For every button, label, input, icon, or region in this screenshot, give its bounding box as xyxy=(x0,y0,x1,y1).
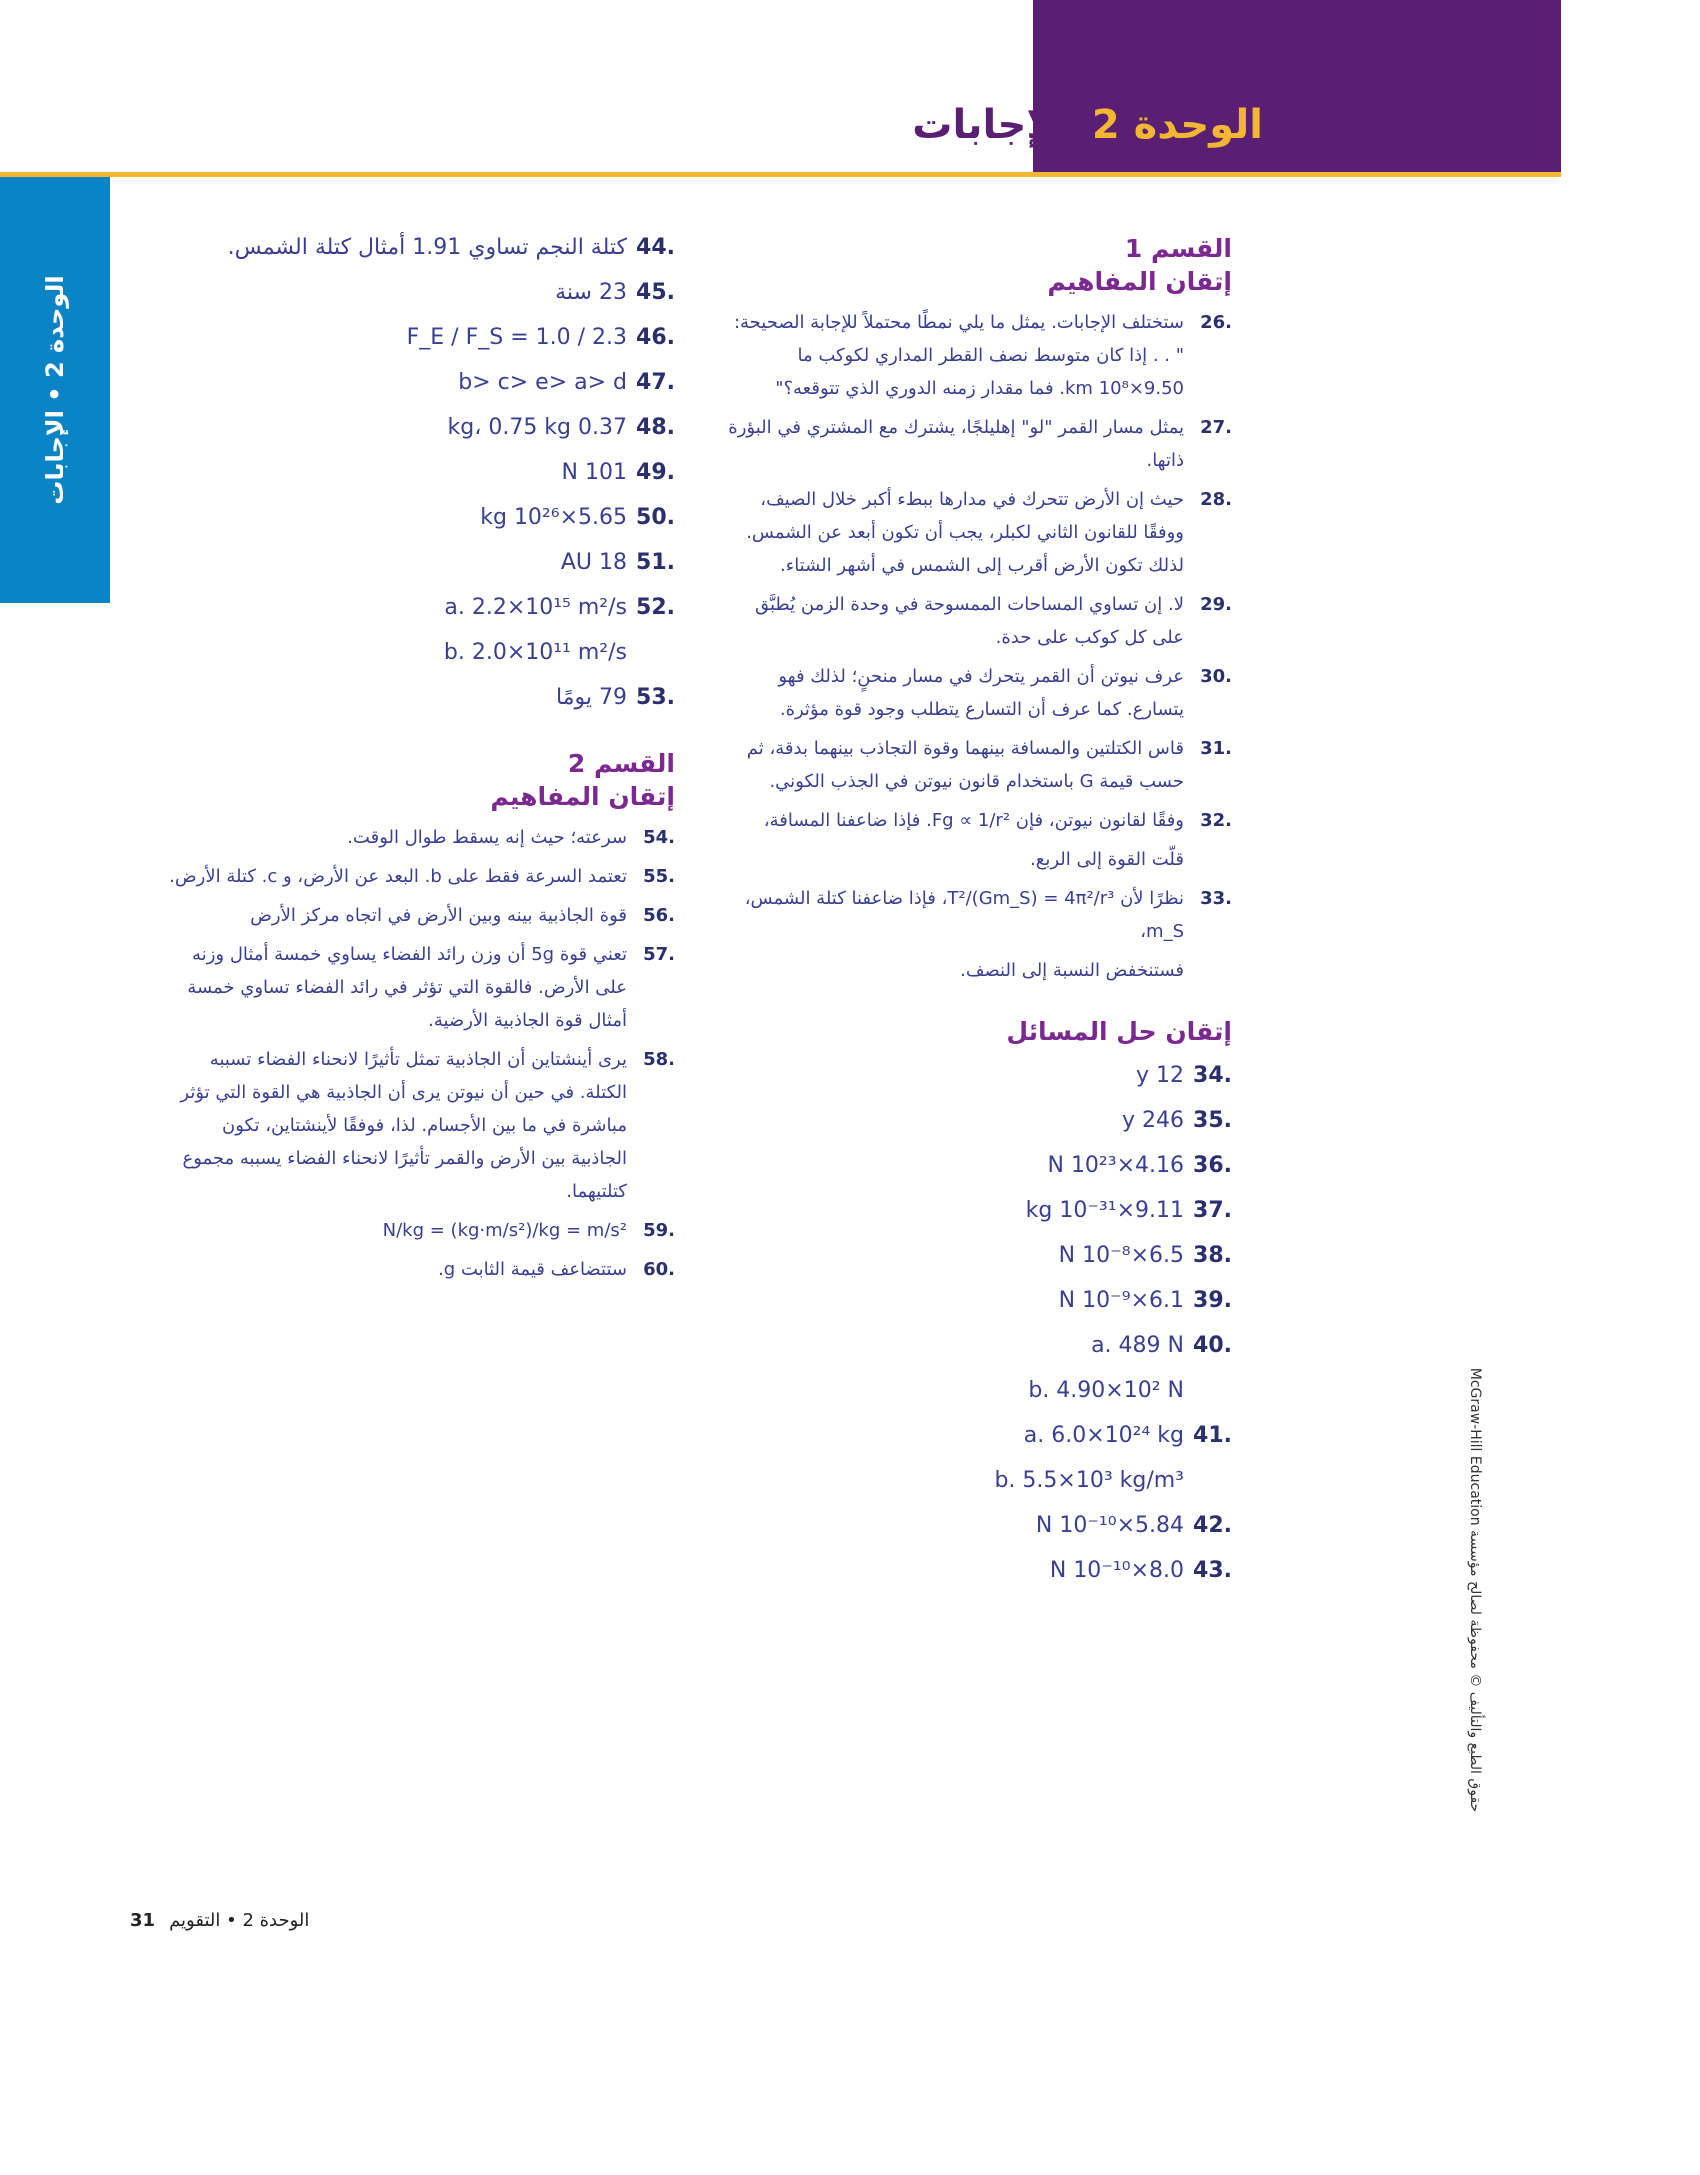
concepts-heading-1: إتقان المفاهيم xyxy=(1047,267,1232,296)
list-item: .32 وفقًا لقانون نيوتن، فإن Fg ∝ 1/r². فإذا ضاعفنا المسافة، xyxy=(763,810,1232,831)
list-item: .46 F_E / F_S = 1.0 / 2.3 xyxy=(406,325,675,350)
page-footer xyxy=(130,1910,309,1931)
list-item: .55 تعتمد السرعة فقط على b. البعد عن الأرض، و c. كتلة الأرض. xyxy=(169,866,675,887)
list-item: .44 كتلة النجم تساوي 1.91 أمثال كتلة الشمس. xyxy=(227,235,675,260)
list-item: .51 18 AU xyxy=(560,550,675,575)
list-item: b. 2.0×10¹¹ m²/s xyxy=(443,640,627,665)
list-item: .38 6.5×10⁻⁸ N xyxy=(1058,1243,1232,1268)
list-item: .28 حيث إن الأرض تتحرك في مدارها ببطء أكبر خلال الصيف، ووفقًا للقانون الثاني لكبلر، يجب أن تكون أبعد عن الشمس. لذلك تكون الأرض أقرب إلى الشمس في أشهر الشتاء. xyxy=(746,489,1232,576)
list-item: .29 لا. إن تساوي المساحات الممسوحة في وحدة الزمن يُطبَّق على كل كوكب على حدة. xyxy=(754,594,1232,648)
right-column xyxy=(720,228,1232,1596)
list-item: فستنخفض النسبة إلى النصف. xyxy=(960,960,1184,981)
copyright-notice: حقوق الطبع والتأليف © محفوظة لصالح مؤسسة McGraw-Hill Education xyxy=(1467,1367,1483,1813)
list-item: .47 b> c> e> a> d xyxy=(458,370,675,395)
problems-heading: إتقان حل المسائل xyxy=(1006,1017,1232,1046)
header-rule xyxy=(0,172,1561,177)
list-item: .31 قاس الكتلتين والمسافة بينهما وقوة التجاذب بينهما بدقة، ثم حسب قيمة G باستخدام قانون نيوتن في الجذب الكوني. xyxy=(746,738,1232,792)
list-item: .41 a. 6.0×10²⁴ kg xyxy=(1023,1423,1232,1448)
list-item: .43 8.0×10⁻¹⁰ N xyxy=(1049,1558,1232,1583)
list-item: .56 قوة الجاذبية بينه وبين الأرض في اتجاه مركز الأرض xyxy=(250,905,675,926)
list-item: .33 نظرًا لأن T²/(Gm_S) = 4π²/r³، فإذا ضاعفنا كتلة الشمس، m_S، xyxy=(744,888,1232,942)
page-number: 31 xyxy=(130,1910,156,1931)
list-item: .39 6.1×10⁻⁹ N xyxy=(1058,1288,1232,1313)
list-item: .40 a. 489 N xyxy=(1091,1333,1232,1358)
left-column xyxy=(165,228,675,1292)
answers-label: الإجابات xyxy=(912,102,1070,148)
list-item: .54 سرعته؛ حيث إنه يسقط طوال الوقت. xyxy=(347,827,675,848)
list-item: .34 12 y xyxy=(1135,1063,1232,1088)
list-item: .52 a. 2.2×10¹⁵ m²/s xyxy=(444,595,675,620)
list-item: .57 تعني قوة 5g أن وزن رائد الفضاء يساوي خمسة أمثال وزنه على الأرض. فالقوة التي تؤثر في رائد الفضاء تساوي خمسة أمثال قوة الجاذبية الأرضية. xyxy=(187,944,675,1031)
list-item: .49 101 N xyxy=(561,460,675,485)
list-item: .42 5.84×10⁻¹⁰ N xyxy=(1035,1513,1232,1538)
list-item: b. 4.90×10² N xyxy=(1028,1378,1184,1403)
list-item: .26 ستختلف الإجابات. يمثل ما يلي نمطًا محتملاً للإجابة الصحيحة: " . . إذا كان متوسط نصف القطر المداري لكوكب ما 9.50×10⁸ km. فما مقدار زمنه الدوري الذي تتوقعه؟" xyxy=(733,312,1232,399)
list-item: .37 9.11×10⁻³¹ kg xyxy=(1025,1198,1232,1223)
list-item: .45 23 سنة xyxy=(555,280,675,305)
unit-label: الوحدة 2 xyxy=(1091,102,1263,148)
list-item: .59 N/kg = (kg·m/s²)/kg = m/s² xyxy=(382,1220,675,1241)
list-item: .60 ستتضاعف قيمة الثابت g. xyxy=(438,1259,675,1280)
list-item: .27 يمثل مسار القمر "لو" إهليلجًا، يشترك مع المشتري في البؤرة ذاتها. xyxy=(728,417,1232,471)
list-item: قلّت القوة إلى الربع. xyxy=(1030,849,1184,870)
footer-text: الوحدة 2 • التقويم xyxy=(169,1910,310,1931)
list-item: .36 4.16×10²³ N xyxy=(1047,1153,1232,1178)
list-item: .30 عرف نيوتن أن القمر يتحرك في مسار منحنٍ؛ لذلك فهو يتسارع. كما عرف أن التسارع يتطلب وجود قوة مؤثرة. xyxy=(778,666,1232,720)
page-title xyxy=(912,102,1263,148)
list-item: .35 246 y xyxy=(1121,1108,1232,1133)
section-1-title: القسم 1 xyxy=(1124,234,1232,263)
concepts-heading-2: إتقان المفاهيم xyxy=(490,782,675,811)
list-item: .50 5.65×10²⁶ kg xyxy=(480,505,675,530)
side-tab-label: الوحدة 2 • الإجابات xyxy=(41,275,69,505)
list-item: .53 79 يومًا xyxy=(556,685,675,710)
section-2-title: القسم 2 xyxy=(567,749,675,778)
list-item: .58 يرى أينشتاين أن الجاذبية تمثل تأثيرًا لانحناء الفضاء تسببه الكتلة. في حين أن نيوتن يرى أن الجاذبية هي القوة التي تؤثر مباشرة في ما بين الأجسام. لذا، فوفقًا لأينشتاين، تكون الجاذبية بين الأرض والقمر تأثيرًا لانحناء الفضاء يسببه مجموع كتلتيهما. xyxy=(180,1049,675,1202)
list-item: .48 0.37 kg، 0.75 kg xyxy=(447,415,675,440)
list-item: b. 5.5×10³ kg/m³ xyxy=(994,1468,1184,1493)
